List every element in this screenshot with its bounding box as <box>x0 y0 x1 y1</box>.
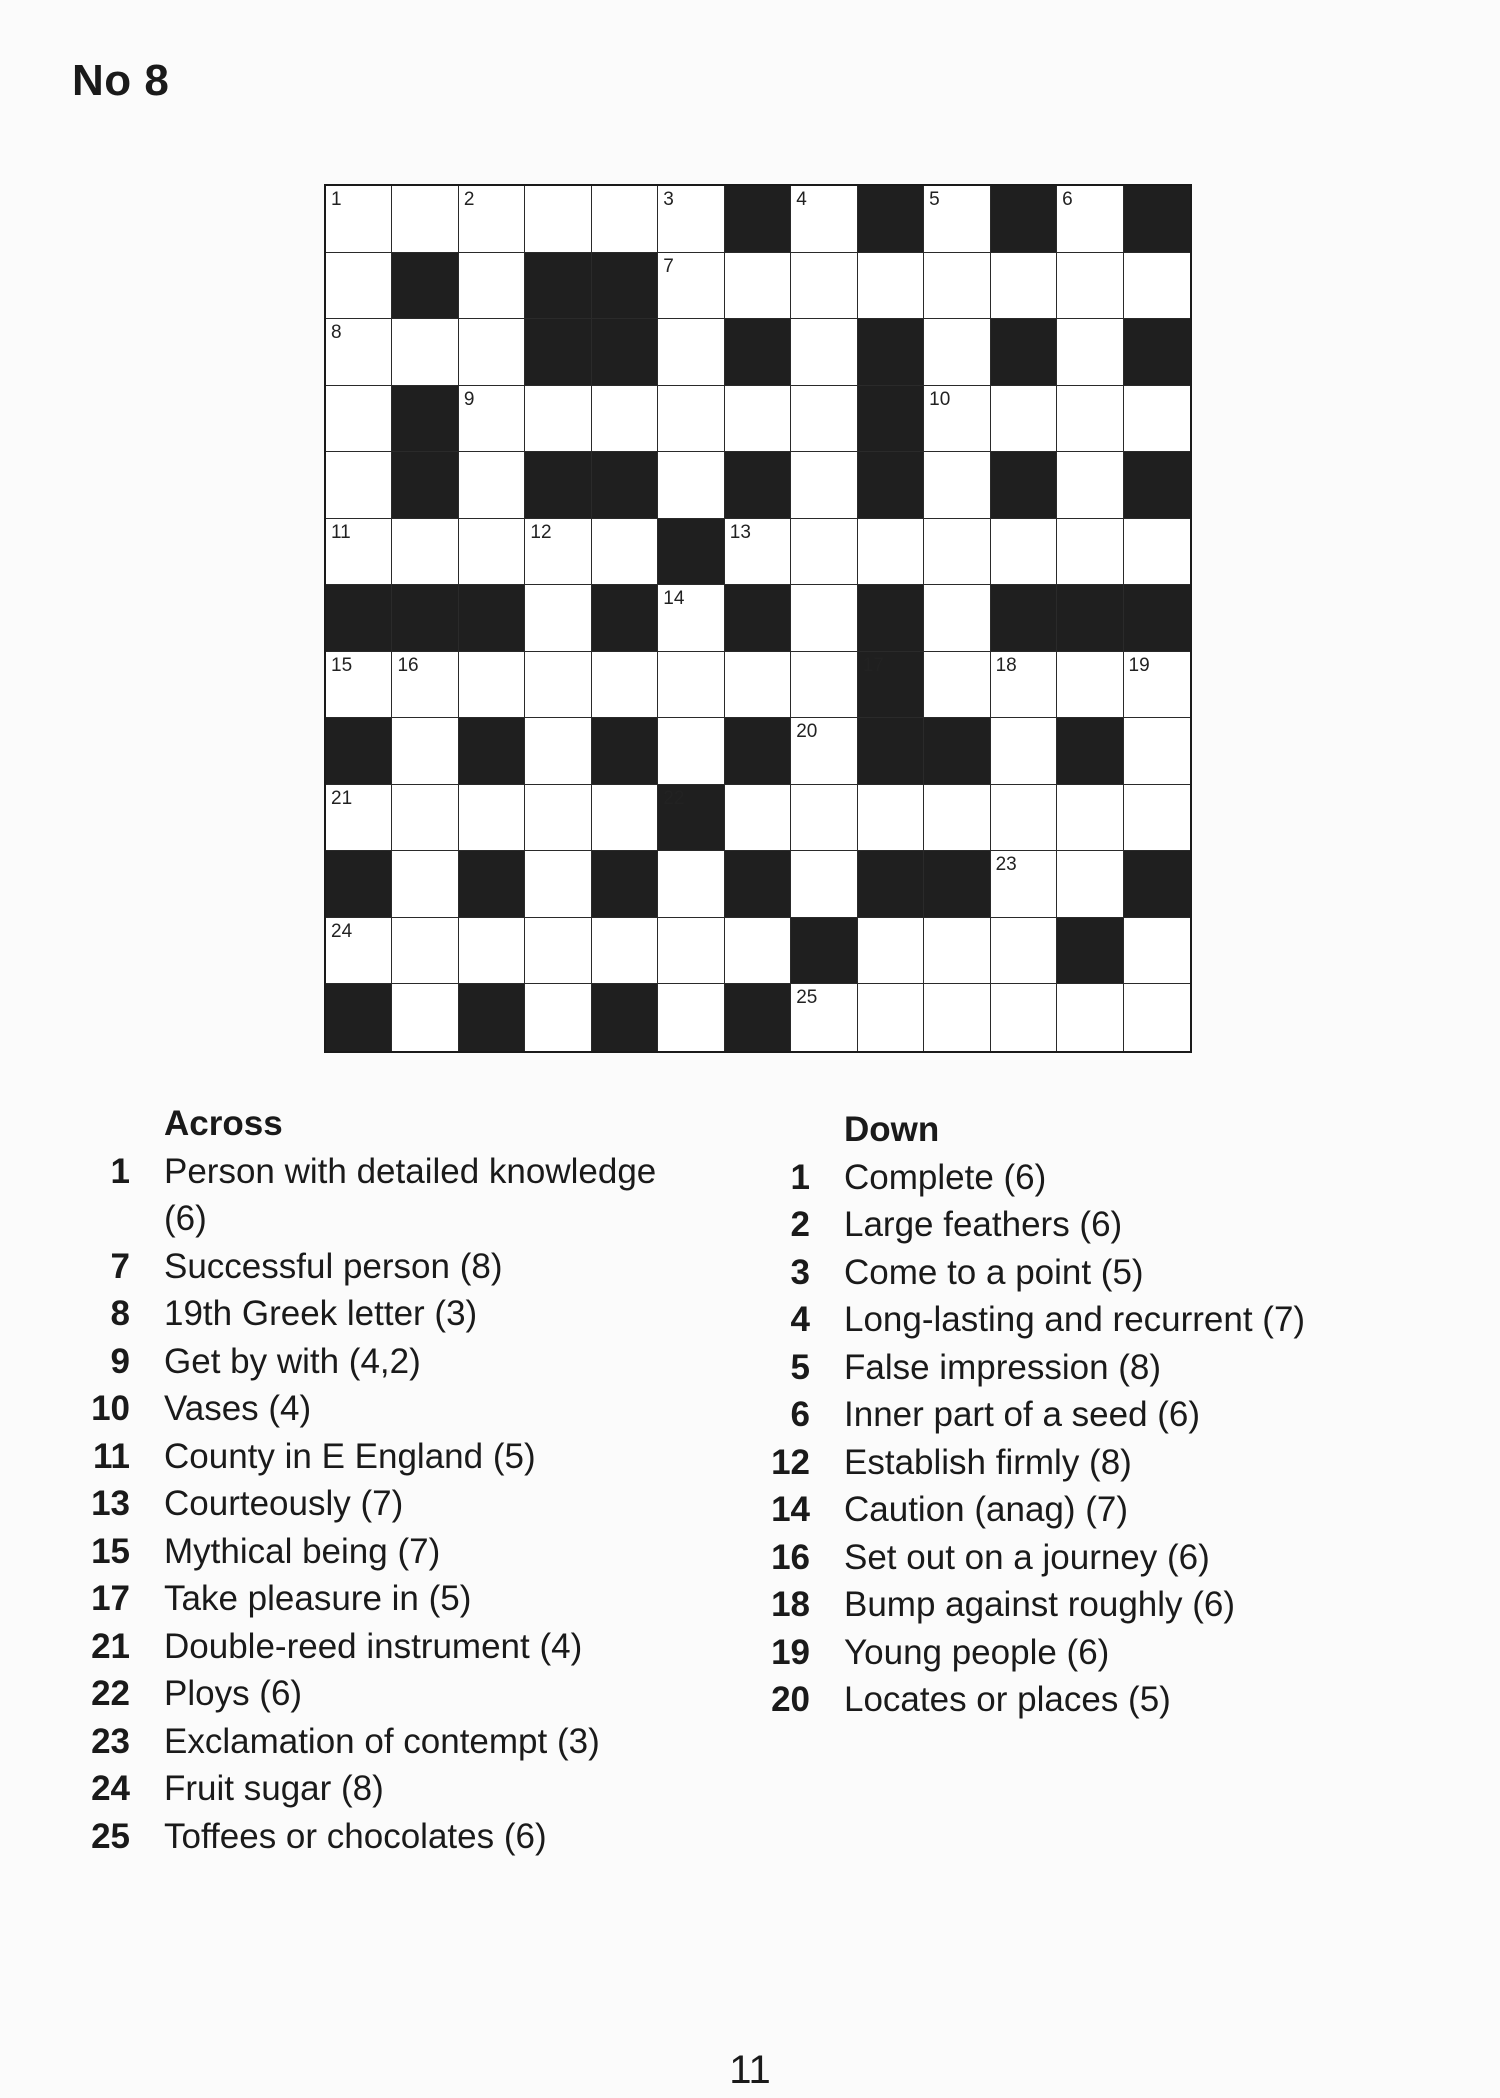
grid-cell[interactable] <box>1057 319 1123 386</box>
clue-text: Set out on a journey (6) <box>844 1537 1210 1577</box>
clue-text: Caution (anag) (7) <box>844 1490 1129 1529</box>
cell-number: 22 <box>663 787 685 809</box>
grid-cell[interactable] <box>1057 984 1123 1051</box>
clue-text: Vases (4) <box>164 1389 312 1428</box>
cell-number: 6 <box>1062 189 1073 210</box>
grid-block <box>392 585 458 652</box>
grid-cell[interactable] <box>392 918 458 985</box>
grid-block <box>1057 718 1123 785</box>
grid-cell[interactable] <box>525 718 591 785</box>
across-clue <box>70 1480 680 1528</box>
grid-block <box>858 319 924 386</box>
grid-cell[interactable] <box>326 319 392 386</box>
grid-cell[interactable] <box>791 253 857 320</box>
grid-block <box>1124 585 1190 652</box>
grid-cell[interactable] <box>791 718 857 785</box>
grid-block <box>658 519 724 586</box>
grid-block <box>858 386 924 453</box>
clue-number: 9 <box>110 1341 130 1381</box>
clue-text: Exclamation of contempt (3) <box>164 1721 600 1761</box>
grid-cell[interactable] <box>326 253 392 320</box>
grid-block <box>459 984 525 1051</box>
clue-number: 19 <box>771 1632 810 1672</box>
grid-cell[interactable] <box>924 253 990 320</box>
across-clue <box>70 1528 680 1576</box>
grid-block <box>791 918 857 985</box>
grid-block <box>658 785 724 852</box>
grid-cell[interactable] <box>858 519 924 586</box>
grid-cell[interactable] <box>326 452 392 519</box>
clue-text: Inner part of a seed (6) <box>844 1395 1201 1434</box>
grid-block <box>459 851 525 918</box>
grid-cell[interactable] <box>1124 652 1190 719</box>
clue-number: 5 <box>790 1347 810 1387</box>
grid-cell[interactable] <box>858 918 924 985</box>
grid-cell[interactable] <box>658 585 724 652</box>
grid-cell[interactable] <box>326 386 392 453</box>
down-clue <box>750 1581 1470 1629</box>
grid-block <box>991 585 1057 652</box>
grid-cell[interactable] <box>1124 984 1190 1051</box>
clue-text: False impression (8) <box>844 1347 1162 1387</box>
cell-number: 10 <box>929 388 951 410</box>
grid-cell[interactable] <box>525 851 591 918</box>
across-clue <box>70 1243 680 1291</box>
cell-number: 14 <box>663 588 685 610</box>
clue-text: Ploys (6) <box>164 1674 303 1713</box>
grid-block <box>991 452 1057 519</box>
across-clue <box>70 1623 680 1671</box>
across-clue <box>70 1290 680 1338</box>
grid-cell[interactable] <box>592 186 658 253</box>
grid-cell[interactable] <box>924 585 990 652</box>
grid-cell[interactable] <box>1124 918 1190 985</box>
grid-cell[interactable] <box>725 785 791 852</box>
clue-number: 22 <box>91 1674 130 1713</box>
grid-cell[interactable] <box>1057 186 1123 253</box>
puzzle-title: No 8 <box>72 56 170 105</box>
grid-block <box>525 253 591 320</box>
grid-cell[interactable] <box>459 319 525 386</box>
grid-block <box>725 851 791 918</box>
grid-cell[interactable] <box>658 186 724 253</box>
grid-block <box>592 851 658 918</box>
grid-cell[interactable] <box>991 652 1057 719</box>
down-heading: Down <box>844 1110 940 1149</box>
grid-block <box>1124 319 1190 386</box>
across-clue <box>70 1718 680 1766</box>
cell-number: 19 <box>1128 654 1150 676</box>
clue-number: 6 <box>790 1395 810 1434</box>
grid-block <box>392 452 458 519</box>
down-clue <box>750 1154 1470 1202</box>
down-clue <box>750 1391 1470 1439</box>
clue-text: Successful person (8) <box>164 1246 503 1286</box>
clue-number: 16 <box>771 1537 810 1577</box>
cell-number: 9 <box>463 388 475 410</box>
clue-text: 19th Greek letter (3) <box>164 1294 478 1333</box>
grid-block <box>392 386 458 453</box>
clue-number: 20 <box>771 1680 810 1719</box>
grid-cell[interactable] <box>858 984 924 1051</box>
down-clue <box>750 1534 1470 1582</box>
grid-cell[interactable] <box>725 519 791 586</box>
clue-number: 13 <box>91 1484 130 1523</box>
cell-number: 17 <box>862 654 884 676</box>
grid-cell[interactable] <box>392 785 458 852</box>
grid-cell[interactable] <box>924 984 990 1051</box>
grid-cell[interactable] <box>1124 519 1190 586</box>
clue-text: Mythical being (7) <box>164 1531 441 1571</box>
clue-number: 1 <box>110 1151 130 1191</box>
across-heading: Across <box>164 1104 283 1143</box>
grid-cell[interactable] <box>858 253 924 320</box>
grid-cell[interactable] <box>658 984 724 1051</box>
cell-number: 18 <box>995 654 1017 676</box>
grid-cell[interactable] <box>991 851 1057 918</box>
grid-block <box>858 186 924 253</box>
grid-cell[interactable] <box>525 652 591 719</box>
grid-cell[interactable] <box>592 918 658 985</box>
grid-block <box>592 452 658 519</box>
across-clues <box>70 1100 680 1860</box>
grid-block <box>725 319 791 386</box>
grid-block <box>326 851 392 918</box>
grid-cell[interactable] <box>459 253 525 320</box>
grid-cell[interactable] <box>459 785 525 852</box>
clue-text: Fruit sugar (8) <box>164 1769 384 1808</box>
clue-text: Large feathers (6) <box>844 1205 1123 1244</box>
grid-block <box>991 186 1057 253</box>
grid-cell[interactable] <box>991 519 1057 586</box>
cell-number: 11 <box>331 521 351 543</box>
grid-cell[interactable] <box>592 652 658 719</box>
grid-block <box>592 984 658 1051</box>
grid-cell[interactable] <box>991 785 1057 852</box>
clue-number: 24 <box>91 1769 130 1808</box>
clue-number: 18 <box>771 1585 810 1624</box>
clue-number: 10 <box>91 1389 130 1428</box>
grid-cell[interactable] <box>592 386 658 453</box>
grid-cell[interactable] <box>924 386 990 453</box>
grid-cell[interactable] <box>991 718 1057 785</box>
grid-cell[interactable] <box>1057 785 1123 852</box>
cell-number: 25 <box>796 987 818 1009</box>
grid-cell[interactable] <box>525 984 591 1051</box>
cell-number: 15 <box>331 654 353 676</box>
grid-cell[interactable] <box>991 386 1057 453</box>
clue-number: 21 <box>91 1626 130 1666</box>
grid-block <box>392 253 458 320</box>
grid-cell[interactable] <box>525 918 591 985</box>
clue-text: County in E England (5) <box>164 1436 536 1476</box>
cell-number: 3 <box>663 189 674 210</box>
clue-number: 2 <box>790 1205 810 1244</box>
grid-cell[interactable] <box>924 452 990 519</box>
down-clue <box>750 1296 1470 1344</box>
clue-number: 17 <box>91 1579 130 1618</box>
grid-cell[interactable] <box>326 785 392 852</box>
grid-cell[interactable] <box>459 519 525 586</box>
grid-cell[interactable] <box>1124 718 1190 785</box>
grid-cell[interactable] <box>924 918 990 985</box>
grid-cell[interactable] <box>326 918 392 985</box>
grid-cell[interactable] <box>392 984 458 1051</box>
clue-number: 7 <box>110 1246 130 1286</box>
down-clue <box>750 1629 1470 1677</box>
clue-text: Bump against roughly (6) <box>844 1585 1236 1624</box>
grid-cell[interactable] <box>858 785 924 852</box>
grid-cell[interactable] <box>592 785 658 852</box>
cell-number: 7 <box>663 255 674 277</box>
grid-cell[interactable] <box>392 652 458 719</box>
clue-number: 15 <box>91 1531 130 1571</box>
grid-cell[interactable] <box>725 918 791 985</box>
grid-cell[interactable] <box>525 585 591 652</box>
grid-cell[interactable] <box>991 918 1057 985</box>
grid-block <box>924 718 990 785</box>
grid-cell[interactable] <box>525 186 591 253</box>
grid-cell[interactable] <box>1124 785 1190 852</box>
across-clue <box>70 1765 680 1813</box>
grid-block <box>1124 452 1190 519</box>
grid-cell[interactable] <box>725 652 791 719</box>
grid-cell[interactable] <box>658 253 724 320</box>
across-clue <box>70 1385 680 1433</box>
cell-number: 5 <box>929 189 940 210</box>
grid-block <box>592 585 658 652</box>
grid-cell[interactable] <box>1057 253 1123 320</box>
clue-number: 4 <box>790 1300 810 1339</box>
cell-number: 1 <box>331 189 342 210</box>
grid-cell[interactable] <box>791 452 857 519</box>
grid-cell[interactable] <box>459 186 525 253</box>
grid-cell[interactable] <box>791 186 857 253</box>
grid-cell[interactable] <box>459 386 525 453</box>
grid-cell[interactable] <box>658 918 724 985</box>
cell-number: 21 <box>331 787 353 809</box>
grid-cell[interactable] <box>1057 851 1123 918</box>
clue-number: 25 <box>91 1816 130 1856</box>
clue-text: Establish firmly (8) <box>844 1442 1132 1482</box>
grid-cell[interactable] <box>658 452 724 519</box>
across-clue <box>70 1148 680 1243</box>
grid-cell[interactable] <box>459 918 525 985</box>
grid-cell[interactable] <box>791 319 857 386</box>
cell-number: 16 <box>397 654 419 676</box>
down-clue <box>750 1249 1470 1297</box>
down-clue <box>750 1486 1470 1534</box>
grid-cell[interactable] <box>525 785 591 852</box>
grid-cell[interactable] <box>525 386 591 453</box>
grid-block <box>858 718 924 785</box>
grid-cell[interactable] <box>791 585 857 652</box>
grid-block <box>459 585 525 652</box>
grid-cell[interactable] <box>1124 386 1190 453</box>
clue-number: 8 <box>110 1294 130 1333</box>
clue-number: 1 <box>790 1157 810 1197</box>
grid-block <box>525 319 591 386</box>
clue-text: Long-lasting and recurrent (7) <box>844 1300 1306 1339</box>
grid-block <box>1124 851 1190 918</box>
clue-text: Courteously (7) <box>164 1484 404 1523</box>
grid-block <box>725 452 791 519</box>
grid-block <box>1057 918 1123 985</box>
grid-cell[interactable] <box>326 519 392 586</box>
clue-number: 23 <box>91 1721 130 1761</box>
grid-block <box>858 452 924 519</box>
grid-cell[interactable] <box>1057 652 1123 719</box>
down-clue <box>750 1439 1470 1487</box>
clue-text: Young people (6) <box>844 1632 1110 1672</box>
crossword-grid <box>324 184 1192 1053</box>
grid-block <box>858 652 924 719</box>
grid-block <box>326 718 392 785</box>
grid-block <box>1124 186 1190 253</box>
cell-number: 23 <box>995 854 1017 876</box>
grid-cell[interactable] <box>525 519 591 586</box>
down-clue <box>750 1201 1470 1249</box>
cell-number: 2 <box>463 189 475 210</box>
clue-text: Locates or places (5) <box>844 1680 1171 1719</box>
clue-number: 14 <box>771 1490 810 1529</box>
across-clue <box>70 1338 680 1386</box>
page-number: 11 <box>729 2048 771 2092</box>
grid-cell[interactable] <box>658 851 724 918</box>
grid-cell[interactable] <box>791 785 857 852</box>
grid-block <box>326 585 392 652</box>
down-clues <box>750 1106 1470 1724</box>
down-clue <box>750 1344 1470 1392</box>
grid-cell[interactable] <box>725 386 791 453</box>
grid-block <box>858 585 924 652</box>
grid-cell[interactable] <box>991 253 1057 320</box>
across-clue <box>70 1433 680 1481</box>
grid-block <box>459 718 525 785</box>
clue-text: Take pleasure in (5) <box>164 1579 472 1618</box>
grid-block <box>725 186 791 253</box>
cell-number: 20 <box>796 721 818 743</box>
grid-cell[interactable] <box>459 652 525 719</box>
cell-number: 24 <box>331 920 353 942</box>
grid-cell[interactable] <box>791 386 857 453</box>
grid-cell[interactable] <box>658 319 724 386</box>
grid-cell[interactable] <box>392 718 458 785</box>
grid-block <box>725 984 791 1051</box>
grid-cell[interactable] <box>392 186 458 253</box>
clue-text: Double-reed instrument (4) <box>164 1626 583 1666</box>
grid-block <box>592 253 658 320</box>
grid-cell[interactable] <box>658 386 724 453</box>
grid-cell[interactable] <box>592 519 658 586</box>
grid-cell[interactable] <box>924 652 990 719</box>
clue-text: Toffees or chocolates (6) <box>164 1816 547 1856</box>
grid-cell[interactable] <box>459 452 525 519</box>
cell-number: 8 <box>331 322 342 344</box>
down-clue <box>750 1676 1470 1724</box>
grid-cell[interactable] <box>725 253 791 320</box>
across-clue <box>70 1670 680 1718</box>
cell-number: 12 <box>530 521 552 543</box>
grid-cell[interactable] <box>326 652 392 719</box>
grid-cell[interactable] <box>1057 386 1123 453</box>
grid-cell[interactable] <box>924 319 990 386</box>
grid-block <box>525 452 591 519</box>
grid-cell[interactable] <box>924 785 990 852</box>
grid-cell[interactable] <box>1124 253 1190 320</box>
clue-text: Come to a point (5) <box>844 1252 1144 1292</box>
grid-block <box>858 851 924 918</box>
grid-cell[interactable] <box>791 519 857 586</box>
grid-cell[interactable] <box>791 984 857 1051</box>
grid-block <box>592 718 658 785</box>
grid-cell[interactable] <box>658 652 724 719</box>
clue-text: Person with detailed knowledge (6) <box>164 1151 657 1238</box>
grid-block <box>592 319 658 386</box>
grid-cell[interactable] <box>991 984 1057 1051</box>
grid-cell[interactable] <box>392 319 458 386</box>
cell-number: 13 <box>729 521 751 543</box>
grid-block <box>725 718 791 785</box>
clue-number: 12 <box>771 1442 810 1482</box>
grid-block <box>991 319 1057 386</box>
grid-cell[interactable] <box>658 718 724 785</box>
cell-number: 4 <box>796 189 807 210</box>
grid-cell[interactable] <box>326 186 392 253</box>
clue-number: 11 <box>93 1436 130 1476</box>
clue-text: Complete (6) <box>844 1157 1047 1197</box>
grid-block <box>326 984 392 1051</box>
clue-number: 3 <box>790 1252 810 1292</box>
across-clue <box>70 1575 680 1623</box>
grid-cell[interactable] <box>1057 452 1123 519</box>
grid-cell[interactable] <box>392 519 458 586</box>
grid-block <box>725 585 791 652</box>
grid-block <box>1057 585 1123 652</box>
grid-block <box>924 851 990 918</box>
grid-cell[interactable] <box>392 851 458 918</box>
grid-cell[interactable] <box>924 186 990 253</box>
grid-cell[interactable] <box>924 519 990 586</box>
grid-cell[interactable] <box>1057 519 1123 586</box>
clue-text: Get by with (4,2) <box>164 1341 421 1381</box>
grid-cell[interactable] <box>791 652 857 719</box>
across-clue <box>70 1813 680 1861</box>
grid-cell[interactable] <box>791 851 857 918</box>
